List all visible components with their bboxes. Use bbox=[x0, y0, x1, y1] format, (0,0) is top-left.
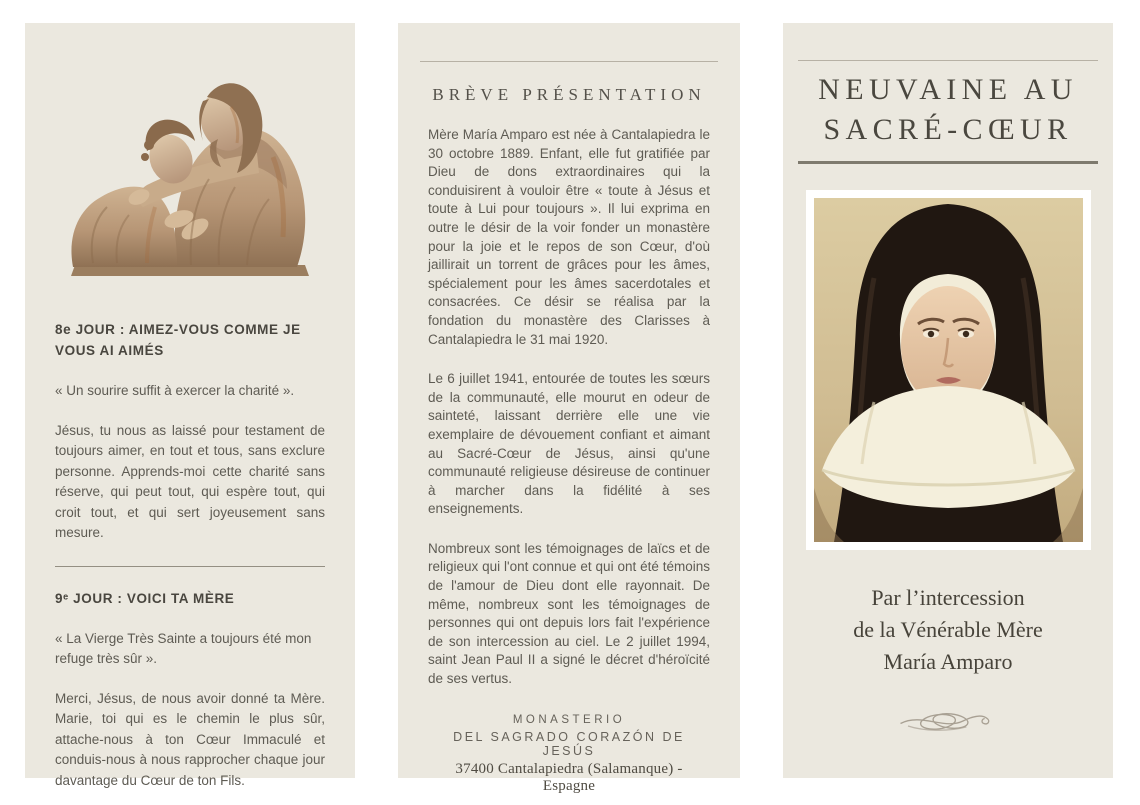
section-divider bbox=[55, 566, 325, 567]
title-line-2: SACRÉ-CŒUR bbox=[823, 113, 1073, 146]
flourish-ornament bbox=[798, 704, 1098, 738]
presentation-paragraph: Nombreux sont les témoignages de laïcs et de religieux qui l'ont connue et qui ont été témoins de l'amour de Dieu dont elle rayonnait. De même, nombreux sont les témoignages de personnes qui ont depuis lors fait l'expérience de son intercession au ciel. Le 2 juillet 1994, saint Jean Paul II a signé le décret d'héroïcité de ses vertus. bbox=[428, 540, 710, 687]
title-rule-thin bbox=[798, 60, 1098, 61]
day8-paragraph: Jésus, tu nous as laissé pour testament de toujours aimer, en tout et tous, sans exclure personne. Apprends-moi cette charité sans réserve, qui peut tout, qui espère tout, qui croit tout, et qui sert joyeusement sans mesure. bbox=[55, 422, 325, 540]
sculpture-image bbox=[55, 67, 325, 279]
monastery-address bbox=[428, 714, 710, 795]
calligraphic-flourish-icon bbox=[898, 704, 998, 738]
nun-portrait-photo bbox=[806, 190, 1091, 550]
presentation-paragraph: Le 6 juillet 1941, entourée de toutes les sœurs de la communauté, elle mourut en odeur de sainteté, laissant derrière elle une vie exemplaire de dévouement confiant et aimant au Sacré-Cœur de Jésus, ainsi qu'une communauté religieuse désireuse de continuer à marcher dans la fidélité à ses enseignements. bbox=[428, 371, 710, 517]
middle-panel bbox=[398, 23, 740, 794]
day9-quote: « La Vierge Très Sainte a toujours été mon refuge très sûr ». bbox=[55, 630, 312, 666]
right-panel bbox=[783, 23, 1113, 778]
day8-quote: « Un sourire suffit à exercer la charité ». bbox=[55, 383, 295, 398]
intercession-caption bbox=[798, 582, 1098, 678]
title-rule-thick bbox=[798, 161, 1098, 164]
monastery-address-line: 37400 Cantalapiedra (Salamanque) - Espagne bbox=[455, 760, 683, 794]
monastery-name-line2: DEL SAGRADO CORAZÓN DE JESÚS bbox=[453, 729, 685, 758]
monastery-name-line1: MONASTERIO bbox=[512, 713, 626, 726]
brochure-title bbox=[798, 70, 1098, 150]
caption-line-1: Par l’intercession bbox=[871, 585, 1025, 610]
title-line-1: NEUVAINE AU bbox=[818, 73, 1078, 106]
day9-paragraph: Merci, Jésus, de nous avoir donné ta Mère. Marie, toi qui es le chemin le plus sûr, attache-nous à ton Cœur Immaculé et conduis-nous à nous rapprocher chaque jour davantage du Cœur de ton Fils. bbox=[55, 690, 325, 788]
nun-portrait-icon bbox=[814, 198, 1083, 542]
left-panel bbox=[25, 23, 355, 788]
top-rule bbox=[420, 61, 718, 62]
caption-line-3: María Amparo bbox=[883, 649, 1013, 674]
presentation-heading: BRÈVE PRÉSENTATION bbox=[432, 85, 706, 104]
jesus-disciple-sculpture-icon bbox=[59, 67, 321, 279]
caption-line-2: de la Vénérable Mère bbox=[853, 617, 1043, 642]
day8-heading: 8e JOUR : AIMEZ-VOUS COMME JE VOUS AI AIMÉS bbox=[55, 322, 301, 358]
day9-heading: 9ᵉ JOUR : VOICI TA MÈRE bbox=[55, 590, 235, 606]
presentation-paragraph: Mère María Amparo est née à Cantalapiedra le 30 octobre 1889. Enfant, elle fut gratifiée par Dieu de dons extraordinaires qui la conduisirent à vouloir être « toute à Jésus et toute à Lui pour toujours ». Il lui exprima en outre le désir de la voir fonder un monastère pour la joie et le repos de son Cœur, d'où jaillirait un torrent de grâces pour les âmes, spécialement pour les âmes sacerdotales et consacrées. Ce désir se réalisa par la fondation du monastère des Clarisses à Cantalapiedra le 31 mai 1920. bbox=[428, 127, 710, 347]
